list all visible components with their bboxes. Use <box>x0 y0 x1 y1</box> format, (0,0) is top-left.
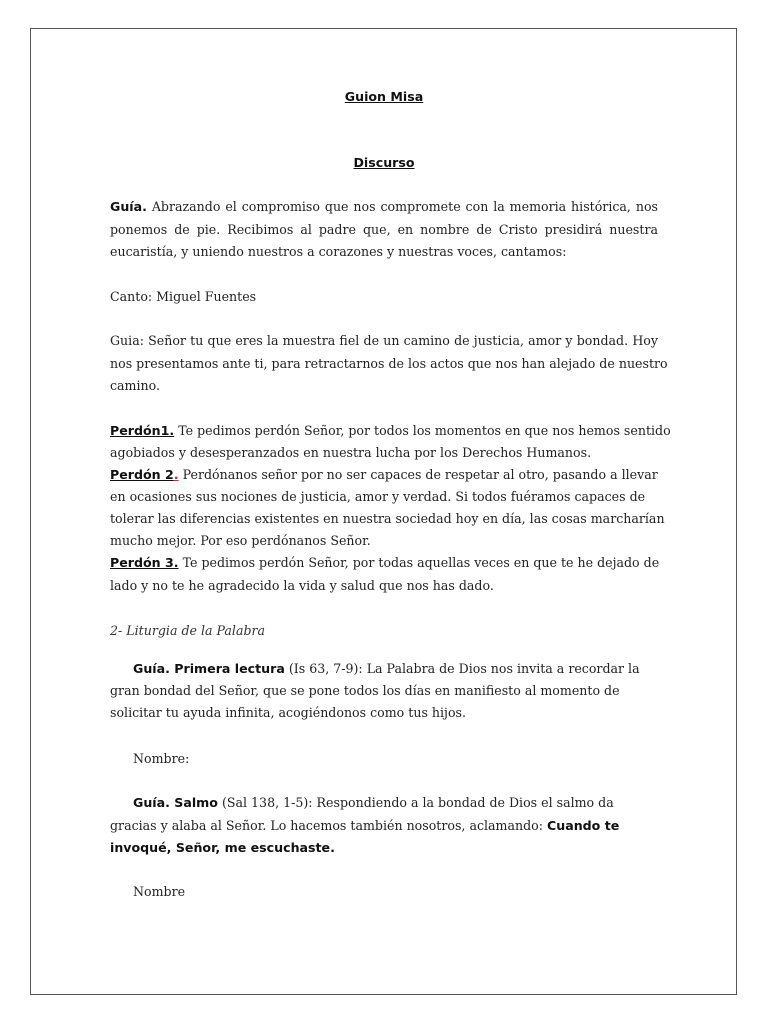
paragraph-line: Guia: Señor tu que eres la muestra fiel de un camino de justicia, amor y bondad. Hoy <box>110 333 658 348</box>
paragraph-line: mucho mejor. Por eso perdónanos Señor. <box>110 533 371 548</box>
section-heading-discurso: Discurso <box>353 155 415 170</box>
paragraph-line: agobiados y desesperanzados en nuestra lucha por los Derechos Humanos. <box>110 445 592 460</box>
perdon-1: Perdón1. Te pedimos perdón Señor, por todos los momentos en que nos hemos sentido <box>110 423 671 438</box>
perdon-2: Perdón 2. Perdónanos señor por no ser capaces de respetar al otro, pasando a llevar <box>110 467 658 482</box>
paragraph-line: camino. <box>110 378 161 393</box>
canto-line: Canto: Miguel Fuentes <box>110 289 257 304</box>
section-heading-liturgia: 2- Liturgia de la Palabra <box>110 623 266 638</box>
paragraph-line: solicitar tu ayuda infinita, acogiéndonos como tus hijos. <box>110 705 467 720</box>
paragraph-line: gran bondad del Señor, que se pone todos los días en manifiesto al momento de <box>110 683 620 698</box>
perdon-3: Perdón 3. Te pedimos perdón Señor, por todas aquellas veces en que te he dejado de <box>110 555 660 570</box>
primera-lectura: Guía. Primera lectura (Is 63, 7-9): La Palabra de Dios nos invita a recordar la <box>133 661 640 676</box>
paragraph-line: tolerar las diferencias existentes en nuestra sociedad hoy en día, las cosas marcharían <box>110 511 665 526</box>
paragraph-line: ponemos de pie. Recibimos al padre que, en nombre de Cristo presidirá nuestra <box>110 222 658 237</box>
paragraph-line: nos presentamos ante ti, para retractarnos de los actos que nos han alejado de nuestro <box>110 356 668 371</box>
paragraph-line: Guía. Abrazando el compromiso que nos compromete con la memoria histórica, nos <box>110 199 658 214</box>
salmo-response: invoqué, Señor, me escuchaste. <box>110 840 335 855</box>
nombre-field: Nombre: <box>133 751 190 766</box>
paragraph-line: en ocasiones sus nociones de justicia, amor y verdad. Si todos fuéramos capaces de <box>110 489 646 504</box>
nombre-field: Nombre <box>133 884 186 899</box>
salmo: Guía. Salmo (Sal 138, 1-5): Respondiendo a la bondad de Dios el salmo da <box>133 795 614 810</box>
document-title: Guion Misa <box>344 89 424 104</box>
paragraph-line: eucaristía, y uniendo nuestros a corazones y nuestras voces, cantamos: <box>110 244 567 259</box>
paragraph-line: lado y no te he agradecido la vida y salud que nos has dado. <box>110 578 494 593</box>
paragraph-line: gracias y alaba al Señor. Lo hacemos también nosotros, aclamando: Cuando te <box>110 818 620 833</box>
